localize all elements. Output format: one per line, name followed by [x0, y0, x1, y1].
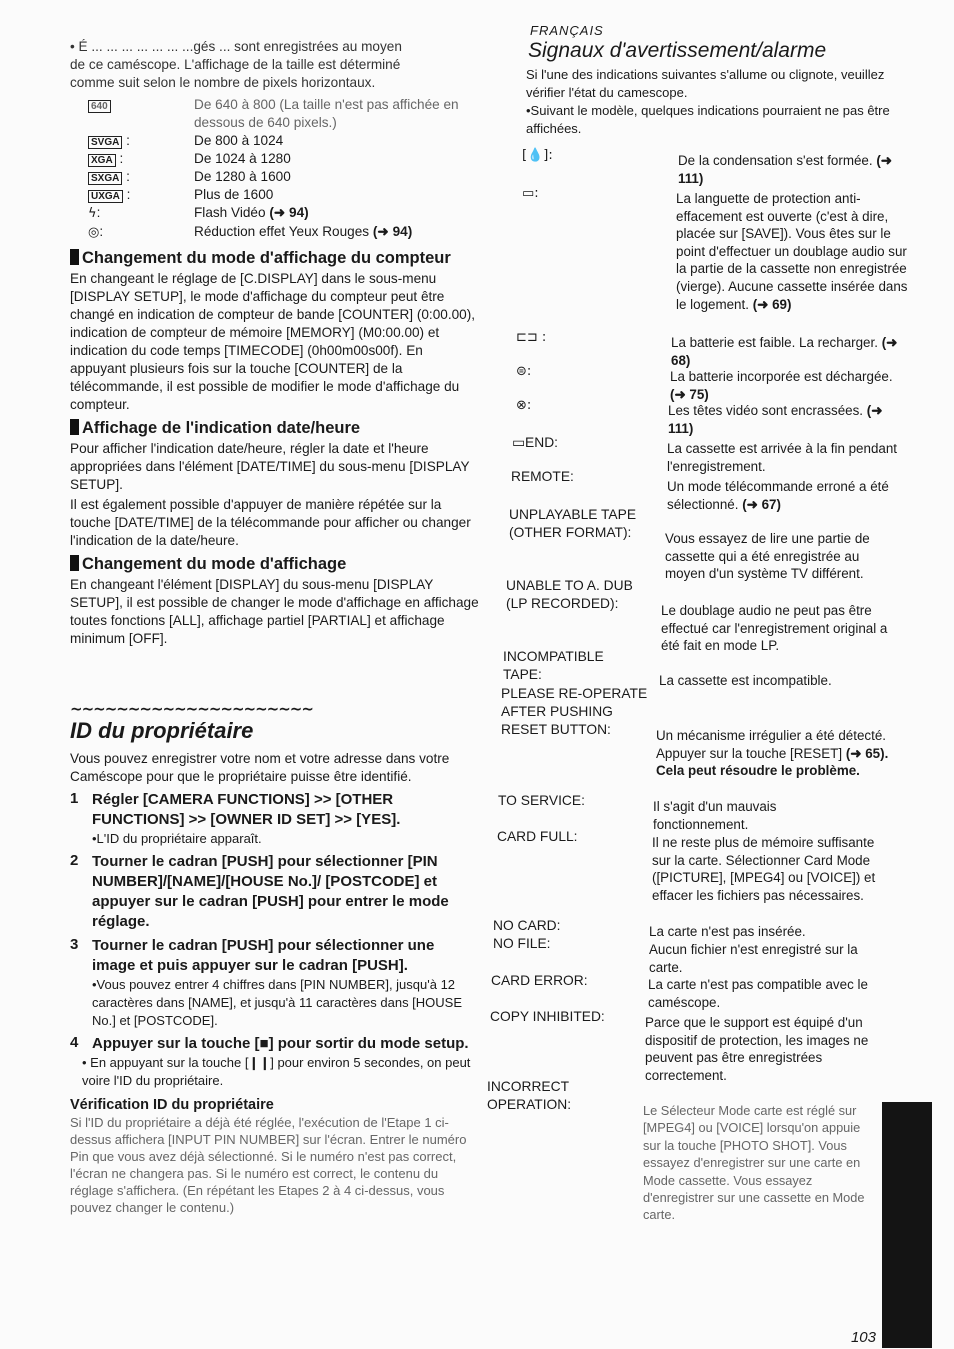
- step-title: Appuyer sur la touche [■] pour sortir du mode setup.: [92, 1035, 469, 1052]
- warning-text: Il s'agit d'un mauvais fonctionnement.: [653, 799, 777, 832]
- warning-text: Les têtes vidéo sont encrassées.: [668, 403, 864, 418]
- intro-line: comme suit selon le nombre de pixels horizontaux.: [70, 75, 376, 90]
- resolution-row: UXGA : Plus de 1600: [88, 186, 480, 204]
- resolution-text: De 1024 à 1280: [194, 151, 291, 166]
- warning-text: La carte n'est pas insérée.: [649, 924, 806, 939]
- size-sxga-icon: SXGA: [88, 172, 122, 185]
- resolution-row: [88, 96, 480, 132]
- resolution-text: Plus de 1600: [194, 187, 274, 202]
- resolution-row: SVGA : De 800 à 1024: [88, 132, 480, 150]
- resolution-row: XGA : De 1024 à 1280: [88, 150, 480, 168]
- verify-body: Si l'ID du propriétaire a déjà été réglée, l'exécution de l'Etape 1 ci-dessus affichera [INPUT PIN NUMBER] sur l'écran. Entrer le numéro Pin que vous avez déjà sélectionné. Si le numéro n'est pas correct, l'écran ne changera pas. Si le numéro est correct, le contenu du réglage s'affichera. (En répétant les Etapes 2 à 4 ci-dessus, vous pouvez changer le contenu.): [70, 1115, 467, 1215]
- warning-text: La batterie incorporée est déchargée.: [670, 369, 893, 384]
- warning-label: REMOTE:: [511, 469, 574, 484]
- warning-text: Un mode télécommande erroné a été sélectionné.: [667, 479, 889, 512]
- step-number: 2: [70, 852, 79, 869]
- tilde-divider: ~~~~~~~~~~~~~~~~~~~~~: [70, 700, 313, 718]
- cassette-icon: ▭:: [522, 186, 539, 201]
- warning-text: La batterie est faible. La recharger.: [671, 335, 878, 350]
- resolution-row: ϟ: Flash Vidéo (➜ 94): [88, 205, 309, 221]
- scan-edge-shadow: [882, 1102, 932, 1348]
- video-heads-icon: ⊗:: [516, 398, 532, 413]
- page-ref: (➜ 75): [670, 386, 709, 402]
- step-number: 1: [70, 790, 79, 807]
- warning-label: NO CARD:: [493, 918, 561, 933]
- warning-text: Parce que le support est équipé d'un dispositif de protection, les images ne peuvent pas être enregistrées correctement.: [645, 1015, 869, 1083]
- section-heading: [70, 554, 480, 574]
- warning-text: Le doublage audio ne peut pas être effectué car l'enregistrement original a été fait en mode LP.: [661, 603, 888, 654]
- step: [70, 1034, 480, 1054]
- warning-text: La languette de protection anti-effacement est ouverte (c'est à dire, placée sur [SAVE]). Vous êtes sur le point d'effectuer un doublage audio sur la partie de la cassette non enregistrée (vierge). Aucune cassette insérée dans le logement.: [676, 191, 908, 312]
- warning-text: La cassette est arrivée à la fin pendant l'enregistrement.: [667, 441, 898, 474]
- section-body: En changeant le réglage de [C.DISPLAY] dans le sous-menu [DISPLAY SETUP], le mode d'affichage du compteur peut être changé en indication de compteur de bande [COUNTER] (0:00.00), indication de compteur de mémoire [MEMORY] (M0:00.00) et indication du code temps [TIMECODE] (0h00m00s00f). En appuyant plusieurs fois sur la touche [COUNTER] de la télécommande, il est possible de modifier le mode d'affichage du compteur.: [70, 271, 476, 412]
- size-xga-icon: XGA: [88, 154, 116, 167]
- resolution-text: Flash Vidéo: [194, 205, 266, 220]
- page-ref: (➜ 67): [742, 496, 781, 512]
- warning-label: NO FILE:: [493, 936, 551, 951]
- resolution-list: [88, 96, 480, 242]
- size-uxga-icon: UXGA: [88, 190, 123, 203]
- warning-label: INCOMPATIBLE TAPE:: [503, 649, 604, 682]
- verify-heading: Vérification ID du propriétaire: [70, 1097, 274, 1113]
- warnings-intro: Si l'une des indications suivantes s'allume ou clignote, veuillez vérifier l'état du camescope.: [526, 67, 885, 100]
- section-heading: [70, 248, 480, 268]
- resolution-row: ◎: Réduction effet Yeux Rouges (➜ 94): [88, 224, 413, 240]
- resolution-row: SXGA : De 1280 à 1600: [88, 168, 480, 186]
- page-ref: (➜ 68): [671, 335, 898, 368]
- step: [70, 790, 480, 830]
- owner-id-title: ID du propriétaire: [70, 718, 254, 743]
- size-svga-icon: SVGA: [88, 136, 122, 149]
- warning-label: UNPLAYABLE TAPE (OTHER FORMAT):: [509, 507, 637, 540]
- warning-text: Vous essayez de lire une partie de cassette qui a été enregistrée au moyen d'un système TV différent.: [665, 531, 870, 582]
- step-number: 4: [70, 1034, 79, 1051]
- page-ref: (➜ 111): [678, 153, 893, 186]
- page-ref: (➜ 94): [372, 224, 413, 239]
- internal-battery-icon: ⊜:: [516, 364, 532, 379]
- section-body: Il est également possible d'appuyer de manière répétée sur la touche [DATE/TIME] de la télécommande pour afficher ou changer l'indication de la date/heure.: [70, 497, 471, 548]
- warning-label: INCORRECT OPERATION:: [487, 1079, 572, 1112]
- owner-id-intro: Vous pouvez enregistrer votre nom et votre adresse dans votre Caméscope pour que le propriétaire puisse être identifié.: [70, 751, 450, 784]
- step: [70, 852, 480, 932]
- flash-icon: ϟ: [88, 206, 97, 221]
- page-ref: (➜ 65). Cela peut résoudre le problème.: [656, 745, 889, 779]
- step-note: •L'ID du propriétaire apparaît.: [92, 831, 262, 846]
- warning-label: TO SERVICE:: [498, 793, 585, 808]
- warning-label: PLEASE RE-OPERATE AFTER PUSHING RESET BUTTON:: [501, 686, 648, 737]
- warning-text: La carte n'est pas compatible avec le caméscope.: [648, 977, 868, 1010]
- eye-icon: ◎: [88, 225, 100, 240]
- page-ref: (➜ 111): [668, 403, 883, 436]
- section-heading: [70, 418, 480, 438]
- section-title: Affichage de l'indication date/heure: [82, 419, 361, 437]
- right-column: [482, 22, 912, 138]
- page-ref: (➜ 94): [269, 205, 309, 220]
- left-column: [70, 38, 480, 1218]
- warning-text: La cassette est incompatible.: [659, 673, 832, 688]
- page-number: 103: [850, 1329, 876, 1346]
- step: [70, 936, 480, 976]
- battery-icon: ⊏⊐ :: [516, 330, 547, 345]
- size-640-icon: 640: [88, 100, 111, 113]
- resolution-text: De 640 à 800 (La taille n'est pas affichée en dessous de 640 pixels.): [194, 97, 459, 130]
- step-number: 3: [70, 936, 79, 953]
- warning-text: Aucun fichier n'est enregistré sur la carte.: [649, 942, 858, 975]
- warning-text: Un mécanisme irrégulier a été détecté. Appuyer sur la touche [RESET]: [656, 728, 886, 761]
- page-ref: (➜ 69): [752, 296, 792, 312]
- language-label: FRANÇAIS: [530, 23, 604, 38]
- owner-id-bullet: • En appuyant sur la touche [❙❙] pour environ 5 secondes, on peut voire l'ID du propriétaire.: [82, 1055, 471, 1088]
- section-body: En changeant l'élément [DISPLAY] du sous-menu [DISPLAY SETUP], il est possible de changer le mode d'affichage en affichage toutes fonctions [ALL], affichage partiel [PARTIAL] et affichage minimum [OFF].: [70, 577, 479, 646]
- section-title: Changement du mode d'affichage du compteur: [82, 249, 451, 267]
- warnings-title: Signaux d'avertissement/alarme: [528, 39, 827, 62]
- step-title: Tourner le cadran [PUSH] pour sélectionner [PIN NUMBER]/[NAME]/[HOUSE No.]/ [POSTCODE] et appuyer sur le cadran [PUSH] pour entrer le mode réglage.: [92, 853, 449, 930]
- resolution-text: Réduction effet Yeux Rouges: [194, 224, 370, 239]
- warnings-intro-bullet: •Suivant le modèle, quelques indications pourraient ne pas être affichées.: [526, 103, 890, 136]
- tape-end-icon: ▭END:: [512, 435, 558, 450]
- warning-text: Le Sélecteur Mode carte est réglé sur [MPEG4] ou [VOICE] lorsqu'on appuie sur la touche [PHOTO SHOT]. Vous essayez d'enregistrer sur une carte en Mode cassette. Vous essayez d'enregistrer sur une cassette en Mode carte.: [643, 1103, 865, 1223]
- warning-text: Il ne reste plus de mémoire suffisante sur la carte. Sélectionner Card Mode ([PICTURE], [MPEG4] ou [VOICE]) et effacer les fichiers pas nécessaires.: [652, 835, 876, 903]
- intro-line: • É ... ... ... ... ... ... ...gés ... sont enregistrées au moyen: [70, 39, 402, 54]
- warning-label: CARD ERROR:: [491, 973, 588, 988]
- warning-text: De la condensation s'est formée.: [678, 153, 873, 168]
- resolution-text: De 800 à 1024: [194, 133, 284, 148]
- section-body: Pour afficher l'indication date/heure, régler la date et l'heure appropriées dans l'élément [DATE/TIME] du sous-menu [DISPLAY SETUP].: [70, 441, 470, 492]
- condensation-icon: [💧]:: [522, 148, 553, 163]
- warning-label: COPY INHIBITED:: [490, 1009, 605, 1024]
- intro-line: de ce caméscope. L'affichage de la taille est déterminé: [70, 57, 401, 72]
- section-title: Changement du mode d'affichage: [82, 555, 347, 573]
- warning-label: UNABLE TO A. DUB (LP RECORDED):: [506, 578, 633, 611]
- step-title: Régler [CAMERA FUNCTIONS] >> [OTHER FUNCTIONS] >> [OWNER ID SET] >> [YES].: [92, 791, 401, 828]
- intro-text: [70, 38, 480, 92]
- step-note: •Vous pouvez entrer 4 chiffres dans [PIN NUMBER], jusqu'à 12 caractères dans [NAME], et jusqu'à 11 caractères dans [HOUSE No.] et [POSTCODE].: [92, 977, 463, 1028]
- resolution-text: De 1280 à 1600: [194, 169, 291, 184]
- step-title: Tourner le cadran [PUSH] pour sélectionner une image et puis appuyer sur le cadran [PUSH].: [92, 937, 435, 974]
- warning-label: CARD FULL:: [497, 829, 578, 844]
